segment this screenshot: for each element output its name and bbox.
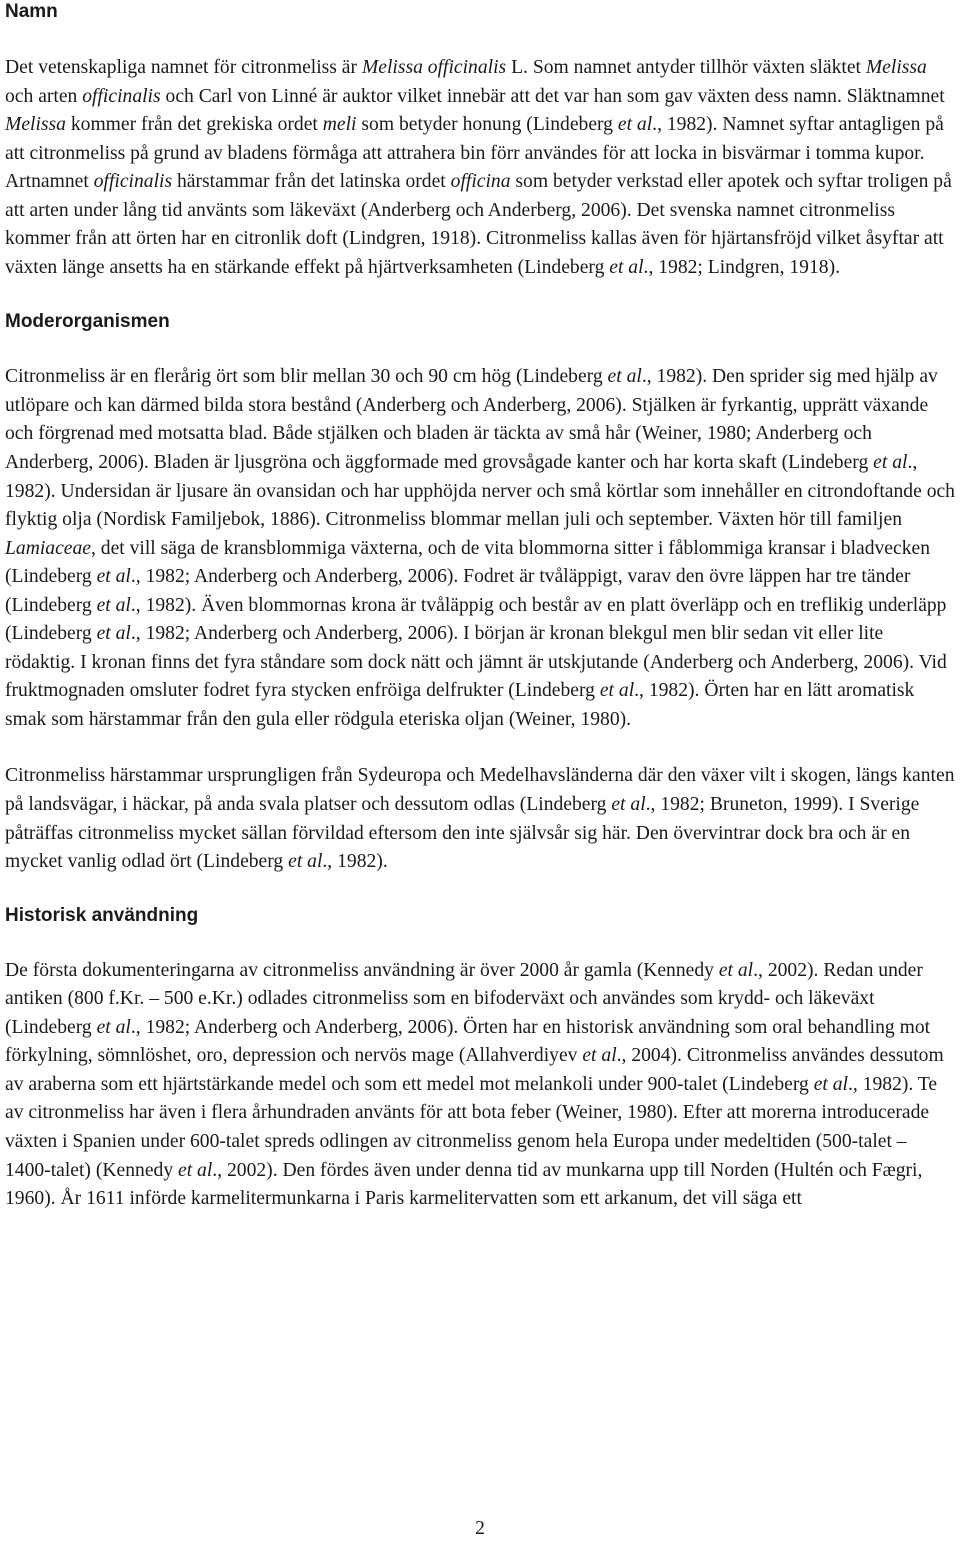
italic-term: et al: [599, 680, 635, 702]
italic-term: et al: [609, 256, 644, 278]
italic-term: et al: [873, 452, 908, 474]
italic-term: et al: [611, 794, 646, 816]
italic-term: Melissa: [5, 114, 66, 136]
paragraph-moderorganismen: Citronmeliss är en flerårig ört som blir mellan 30 och 90 cm hög (Lindeberg et al., 1982). Den sprider sig med hjälp av utlöpare och kan därmed bilda stora bestånd (Anderberg och Anderberg, 2006). Stjälken är fyrkantig, upprätt växande och förgrenad med motsatta blad. Både stjälken och bladen är täckta av små hår (Weiner, 1980; Anderberg och Anderberg, 2006). Bladen är ljusgröna och äggformade med grovsågade kanter och har korta skaft (Lindeberg et al., 1982). Undersidan är ljusare än ovansidan och har upphöjda nerver och små körtlar som innehåller en citrondoftande och flyktig olja (Nordisk Familjebok, 1886). Citronmeliss blommar mellan juli och september. Växten hör till familjen Lamiaceae, det vill säga de kransblommiga växterna, och de vita blommorna sitter i fåblommiga kransar i bladvecken (Lindeberg et al., 1982; Anderberg och Anderberg, 2006). Fodret är tvåläppigt, varav den övre läppen har tre tänder (Lindeberg et al., 1982). Även blommornas krona är tvåläppig och består av en platt överläpp och en treflikig underläpp (Lindeberg et al., 1982; Anderberg och Anderberg, 2006). I början är kronan blekgul men blir sedan vit eller lite rödaktig. I kronan finns det fyra ståndare som dock nätt och jämnt är utskjutande (Anderberg och Anderberg, 2006). Vid fruktmognaden omsluter fodret fyra stycken enfröiga delfrukter (Lindeberg et al., 1982). Örten har en lätt aromatisk smak som härstammar från den gula eller rödgula eteriska oljan (Weiner, 1980).: [5, 366, 955, 730]
italic-term: Lamiaceae: [5, 537, 91, 559]
italic-term: et al: [178, 1159, 213, 1181]
italic-term: meli: [322, 114, 357, 136]
italic-term: officinalis: [93, 171, 173, 193]
heading-namn: Namn: [5, 1, 58, 22]
italic-term: et al: [718, 959, 754, 981]
italic-term: et al: [813, 1073, 848, 1095]
italic-term: officinalis: [82, 85, 161, 107]
paragraph-namn: Det vetenskapliga namnet för citronmeliss är Melissa officinalis L. Som namnet antyder tillhör växten släktet Melissa och arten officinalis och Carl von Linné är auktor vilket innebär att det var han som gav växten dess namn. Släktnamnet Melissa kommer från det grekiska ordet meli som betyder honung (Lindeberg et al., 1982). Namnet syftar antagligen på att citronmeliss på grund av bladens förmåga att attrahera bin förr användes för att locka in bisvärmar i tomma kupor. Artnamnet officinalis härstammar från det latinska ordet officina som betyder verkstad eller apotek och syftar troligen på att arten under lång tid använts som läkeväxt (Anderberg och Anderberg, 2006). Det svenska namnet citronmeliss kommer från att örten har en citronlik doft (Lindgren, 1918). Citronmeliss kallas även för hjärtansfröjd vilket åsyftar att växten länge ansetts ha en stärkande effekt på hjärtverksamheten (Lindeberg et al., 1982; Lindgren, 1918).: [5, 57, 952, 278]
document-page: [5, 0, 955, 1214]
heading-moderorganismen: Moderorganismen: [5, 311, 170, 333]
italic-term: et al: [617, 114, 653, 136]
paragraph-historisk-anvandning: De första dokumenteringarna av citronmeliss användning är över 2000 år gamla (Kennedy et al., 2002). Redan under antiken (800 f.Kr. – 500 e.Kr.) odlades citronmeliss som en bifoderväxt och användes som krydd- och läkeväxt (Lindeberg et al., 1982; Anderberg och Anderberg, 2006). Örten har en historisk användning som oral behandling mot förkylning, sömnlöshet, oro, depression och nervös mage (Allahverdiyev et al., 2004). Citronmeliss användes dessutom av araberna som ett hjärtstärkande medel och som ett medel mot melankoli under 900-talet (Lindeberg et al., 1982). Te av citronmeliss har även i flera århundraden använts för att bota feber (Weiner, 1980). Efter att morerna introducerade växten i Spanien under 600-talet spreds odlingen av citronmeliss genom hela Europa under medeltiden (500-talet – 1400-talet) (Kennedy et al., 2002). Den fördes även under denna tid av munkarna upp till Norden (Hultén och Fægri, 1960). År 1611 införde karmelitermunkarna i Paris karmelitervatten som ett arkanum, det vill säga ett: [5, 959, 944, 1210]
italic-term: et al: [96, 566, 131, 588]
italic-term: et al: [96, 594, 131, 616]
italic-term: et al: [607, 366, 642, 388]
italic-term: et al: [582, 1045, 617, 1067]
heading-historisk-anvandning: Historisk användning: [5, 904, 199, 926]
italic-term: et al: [96, 1016, 131, 1038]
italic-term: et al: [96, 623, 131, 645]
italic-term: officina: [450, 171, 511, 193]
page-number: 2: [475, 1518, 485, 1539]
italic-term: et al: [288, 851, 323, 873]
paragraph-ursprung: Citronmeliss härstammar ursprungligen från Sydeuropa och Medelhavsländerna där den växer vilt i skogen, längs kanten på landsvägar, i häckar, på anda svala platser och dessutom odlas (Lindeberg et al., 1982; Bruneton, 1999). I Sverige påträffas citronmeliss mycket sällan förvildad eftersom den inte självsår sig här. Den övervintrar dock bra och är en mycket vanlig odlad ört (Lindeberg et al., 1982).: [5, 765, 955, 873]
italic-term: Melissa officinalis: [361, 57, 507, 78]
italic-term: Melissa: [865, 57, 927, 78]
